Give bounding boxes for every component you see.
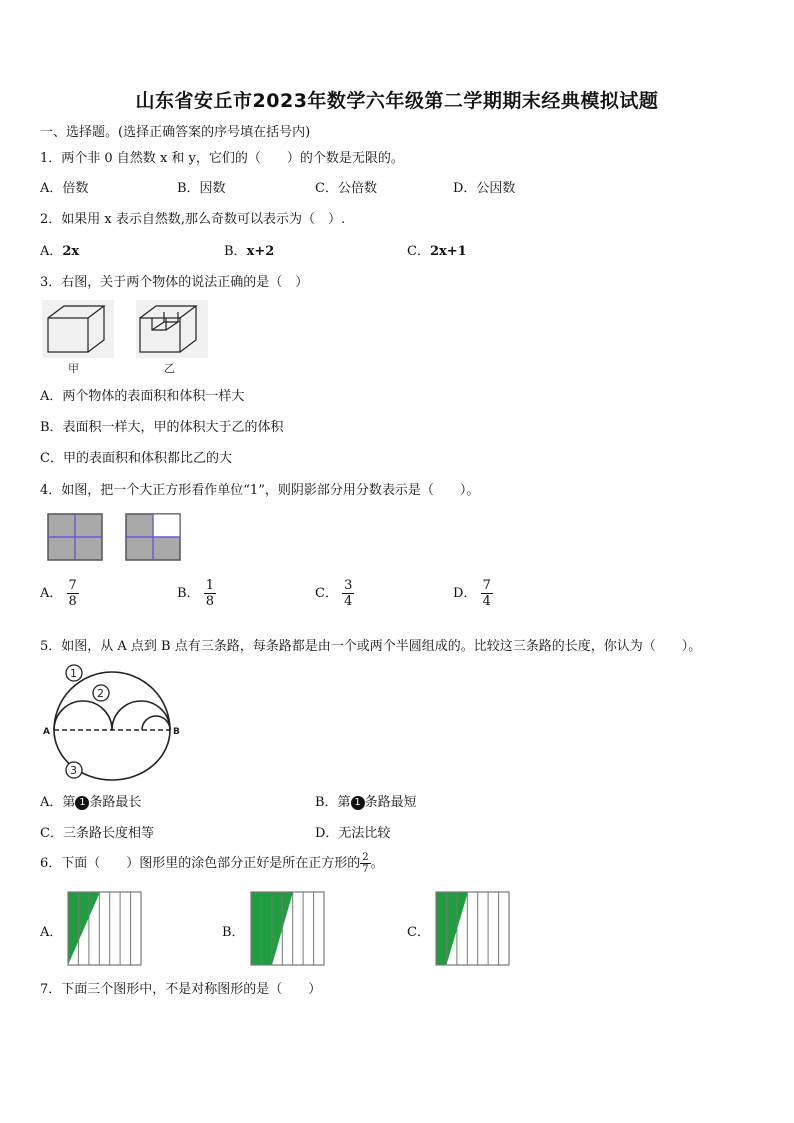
circled-number-icon: 1 (351, 796, 365, 810)
q5-option-d[interactable]: D．无法比较 (315, 826, 391, 841)
fraction-denominator: 4 (482, 594, 491, 609)
question-1-text: 1．两个非 0 自然数 x 和 y，它们的（ ）的个数是无限的。 (40, 151, 404, 166)
fraction-numerator: 3 (344, 578, 353, 593)
q1-option-b[interactable]: B．因数 (177, 181, 226, 196)
q6-text-before: 6．下面（ ）图形里的涂色部分正好是所在正方形的 (40, 856, 361, 871)
q6-fraction (360, 852, 370, 875)
q4-option-a-fraction (67, 578, 79, 609)
section-heading: 一、选择题。(选择正确答案的序号填在括号内) (40, 125, 311, 140)
q4-option-b[interactable] (177, 578, 216, 609)
q4-option-c[interactable] (315, 578, 354, 609)
q5-option-c[interactable]: C．三条路长度相等 (40, 826, 154, 841)
fraction-numerator: 7 (68, 578, 77, 593)
q4-option-c-fraction (342, 578, 354, 609)
question-5-text: 5．如图，从 A 点到 B 点有三条路，每条路都是由一个或两个半圆组成的。比较这三条路的长度，你认为（ ）。 (40, 639, 702, 654)
q4-option-a[interactable] (40, 578, 79, 609)
q4-figure (46, 512, 182, 562)
marker-3-label: 3 (70, 764, 77, 777)
q6-option-a[interactable]: A． (40, 925, 63, 940)
q4-option-b-fraction (204, 578, 216, 609)
fraction-denominator: 8 (205, 594, 214, 609)
q2-option-c-letter: C． (407, 244, 430, 259)
q5-option-b[interactable] (315, 791, 417, 810)
marker-2-label: 2 (97, 687, 104, 700)
q5-figure (40, 660, 190, 782)
q2-option-b[interactable] (224, 240, 274, 259)
q5-option-a[interactable] (40, 791, 141, 810)
q6-figure-a (67, 891, 143, 967)
page-title: 山东省安丘市2023年数学六年级第二学期期末经典模拟试题 (135, 90, 659, 112)
q4-option-d[interactable] (453, 578, 493, 609)
label-jia: 甲 (68, 362, 79, 375)
q1-option-a[interactable]: A．倍数 (40, 181, 89, 196)
path-2-loop (142, 716, 170, 730)
q4-option-a-letter: A． (40, 586, 63, 601)
q5-option-b-post: 条路最短 (364, 795, 417, 810)
question-2-text: 2．如果用 x 表示自然数,那么奇数可以表示为（ ）. (40, 212, 346, 227)
circled-number-icon: 1 (75, 796, 89, 810)
q6-option-c[interactable]: C． (407, 925, 430, 940)
q5-option-b-pre: B．第 (315, 795, 351, 810)
square-left (48, 514, 102, 560)
q4-option-c-letter: C． (315, 586, 338, 601)
q1-option-d[interactable]: D．公因数 (453, 181, 516, 196)
fraction-denominator: 7 (362, 864, 369, 875)
fraction-denominator: 4 (344, 594, 353, 609)
fraction-numerator: 2 (362, 852, 369, 863)
q5-option-a-post: 条路最长 (89, 795, 142, 810)
label-yi: 乙 (164, 362, 175, 375)
fraction-denominator: 8 (68, 594, 77, 609)
q4-option-d-fraction (481, 578, 493, 609)
q6-figure-b (250, 891, 326, 967)
q6-figure-c (435, 891, 511, 967)
q3-figure-jia-bg (42, 300, 114, 358)
q4-option-b-letter: B． (177, 586, 200, 601)
q2-option-b-value: x+2 (246, 244, 275, 259)
point-a-label: A (43, 727, 50, 737)
q2-option-c[interactable] (407, 240, 467, 259)
q5-option-a-pre: A．第 (40, 795, 76, 810)
path-2-arc-right (112, 701, 170, 730)
square-right (126, 514, 180, 560)
marker-1-label: 1 (70, 667, 77, 680)
q2-option-a-letter: A． (40, 244, 63, 259)
q6-text-after: 。 (370, 856, 384, 871)
q3-figure (40, 298, 210, 376)
q3-figure-yi-bg (136, 300, 208, 358)
q6-option-b[interactable]: B． (222, 925, 245, 940)
q2-option-a-value: 2x (62, 244, 80, 259)
q4-option-d-letter: D． (453, 586, 477, 601)
question-7-text: 7．下面三个图形中，不是对称图形的是（ ） (40, 982, 322, 997)
q3-option-c[interactable]: C．甲的表面积和体积都比乙的大 (40, 451, 232, 466)
question-4-text: 4．如图，把一个大正方形看作单位“1”，则阴影部分用分数表示是（ ）。 (40, 483, 480, 498)
q1-option-c[interactable]: C．公倍数 (315, 181, 377, 196)
path-2-arc-left (54, 701, 112, 730)
point-b-label: B (173, 727, 180, 737)
shaded-region (68, 892, 100, 965)
shaded-region (436, 892, 468, 965)
q2-option-a[interactable] (40, 240, 79, 259)
q2-option-c-value: 2x+1 (429, 244, 467, 259)
q3-option-a[interactable]: A．两个物体的表面积和体积一样大 (40, 389, 245, 404)
question-3-text: 3．右图，关于两个物体的说法正确的是（ ） (40, 275, 309, 290)
q2-option-b-letter: B． (224, 244, 247, 259)
fraction-numerator: 1 (205, 578, 214, 593)
q3-option-b[interactable]: B．表面积一样大，甲的体积大于乙的体积 (40, 420, 284, 435)
question-6-text (40, 852, 384, 875)
fraction-numerator: 7 (482, 578, 491, 593)
